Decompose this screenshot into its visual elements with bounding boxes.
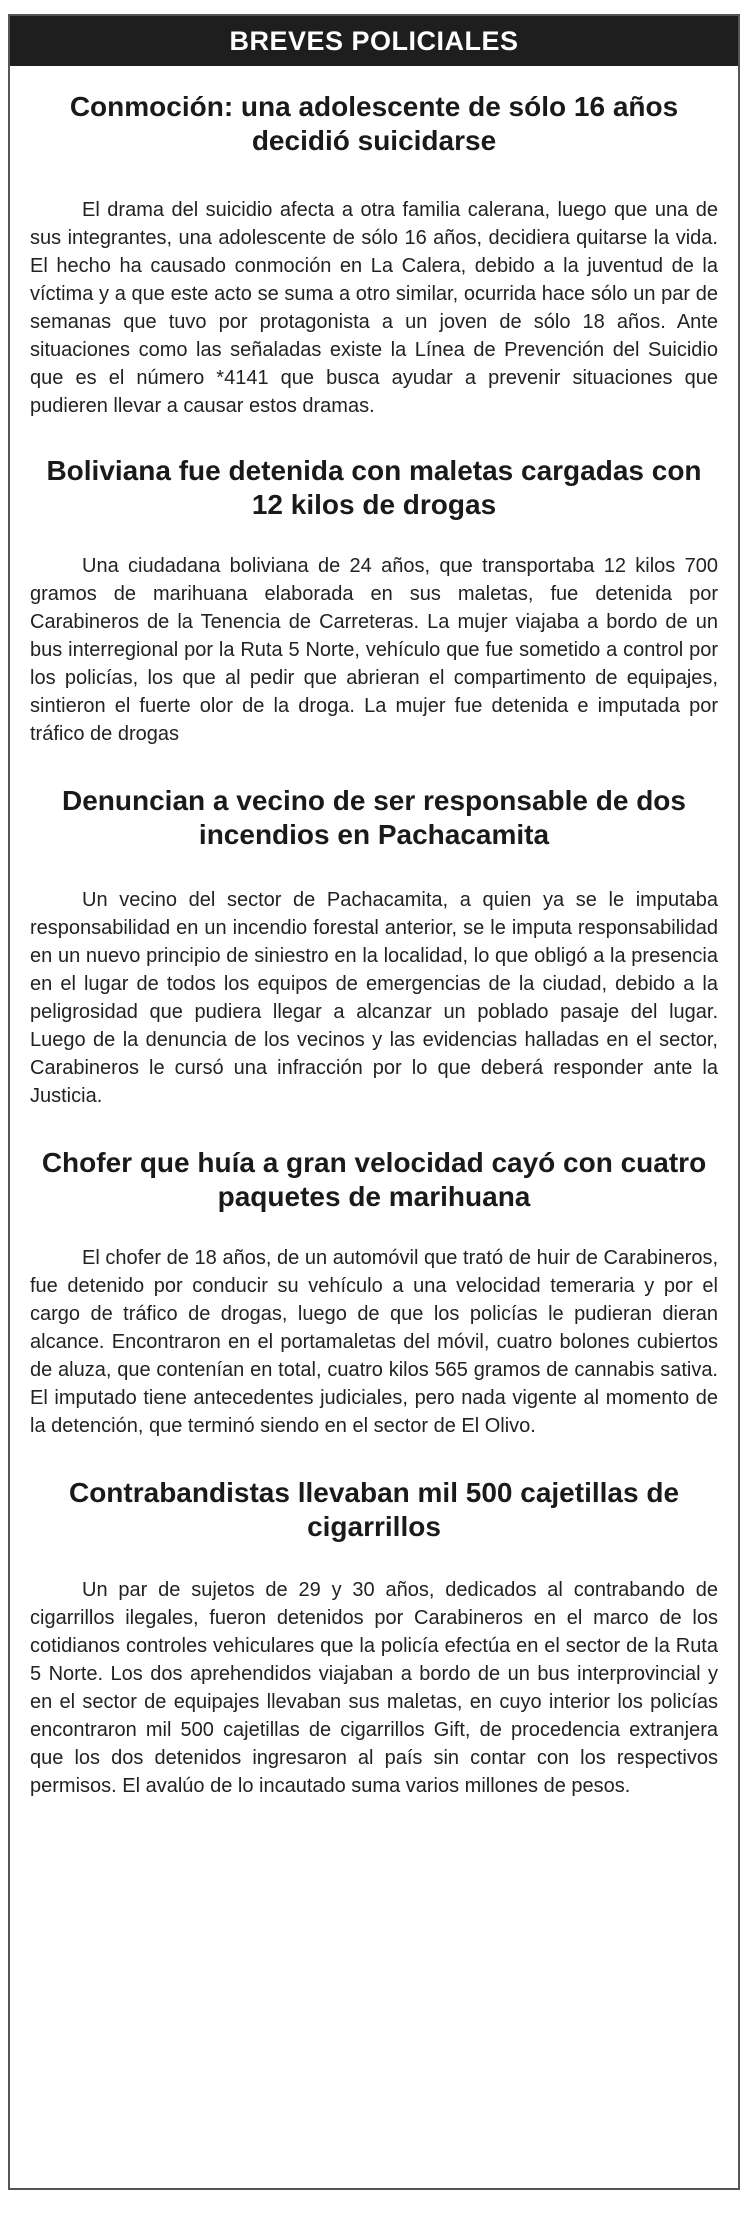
article-bolivian-drugs <box>30 454 718 748</box>
article-body: Un par de sujetos de 29 y 30 años, dedicados al contrabando de cigarrillos ilegales, fueron detenidos por Carabineros en el marco de los cotidianos controles vehiculares que la policía efectúa en el sector de la Ruta 5 Norte. Los dos aprehendidos viajaban a bordo de un bus interprovincial y en el sector de equipajes llevaban sus maletas, en cuyo interior los policías encontraron mil 500 cajetillas de cigarrillos Gift, de procedencia extranjera que los dos detenidos ingresaron al país sin contar con los respectivos permisos. El avalúo de lo incautado suma varios millones de pesos. <box>30 1579 718 1797</box>
article-cigarette-smugglers <box>30 1476 718 1800</box>
article-body: Un vecino del sector de Pachacamita, a quien ya se le imputaba responsabilidad en un incendio forestal anterior, se le imputa responsabilidad en un nuevo principio de siniestro en la localidad, lo que obligó a la presencia en el lugar de todos los equipos de emergencias de la ciudad, debido a la peligrosidad que pudiera llegar a alcanzar un poblado pasaje del lugar. Luego de la denuncia de los vecinos y las evidencias halladas en el sector, Carabineros le cursó una infracción por lo que deberá responder ante la Justicia. <box>30 889 718 1107</box>
article-body: El chofer de 18 años, de un automóvil que trató de huir de Carabineros, fue detenido por conducir su vehículo a una velocidad temeraria y por el cargo de tráfico de drogas, luego de que los policías le pudieran dieran alcance. Encontraron en el portamaletas del móvil, cuatro bolones cubiertos de aluza, que contenían en total, cuatro kilos 565 gramos de cannabis sativa. El imputado tiene antecedentes judiciales, pero nada vigente al momento de la detención, que terminó siendo en el sector de El Olivo. <box>30 1247 718 1437</box>
section-title: BREVES POLICIALES <box>10 16 738 66</box>
article-headline: Denuncian a vecino de ser responsable de dos incendios en Pachacamita <box>62 785 686 850</box>
article-body: El drama del suicidio afecta a otra familia calerana, luego que una de sus integrantes, una adolescente de sólo 16 años, decidiera quitarse la vida. El hecho ha causado conmoción en La Calera, debido a la juventud de la víctima y a que este acto se suma a otro similar, ocurrida hace sólo un par de semanas que tuvo por protagonista a un joven de sólo 18 años. Ante situaciones como las señaladas existe la Línea de Prevención del Suicidio que es el número *4141 que busca ayudar a prevenir situaciones que pudieren llevar a causar estos dramas. <box>30 199 718 417</box>
article-headline: Conmoción: una adolescente de sólo 16 años decidió suicidarse <box>69 91 679 156</box>
articles-column <box>10 90 738 1800</box>
article-driver-marijuana <box>30 1146 718 1440</box>
article-pachacamita-fires <box>30 784 718 1110</box>
article-body: Una ciudadana boliviana de 24 años, que transportaba 12 kilos 700 gramos de marihuana elaborada en sus maletas, fue detenida por Carabineros de la Tenencia de Carreteras. La mujer viajaba a bordo de un bus interregional por la Ruta 5 Norte, vehículo que fue sometido a control por los policías, los que al pedir que abrieran el compartimento de equipajes, sintieron el fuerte olor de la droga. La mujer fue detenida e imputada por tráfico de drogas <box>30 555 718 745</box>
article-headline: Boliviana fue detenida con maletas cargadas con 12 kilos de drogas <box>46 455 702 520</box>
news-briefs-box <box>8 14 740 2190</box>
article-teen-suicide <box>30 90 718 420</box>
article-headline: Contrabandistas llevaban mil 500 cajetillas de cigarrillos <box>68 1477 680 1542</box>
article-headline: Chofer que huía a gran velocidad cayó con cuatro paquetes de marihuana <box>41 1147 707 1212</box>
